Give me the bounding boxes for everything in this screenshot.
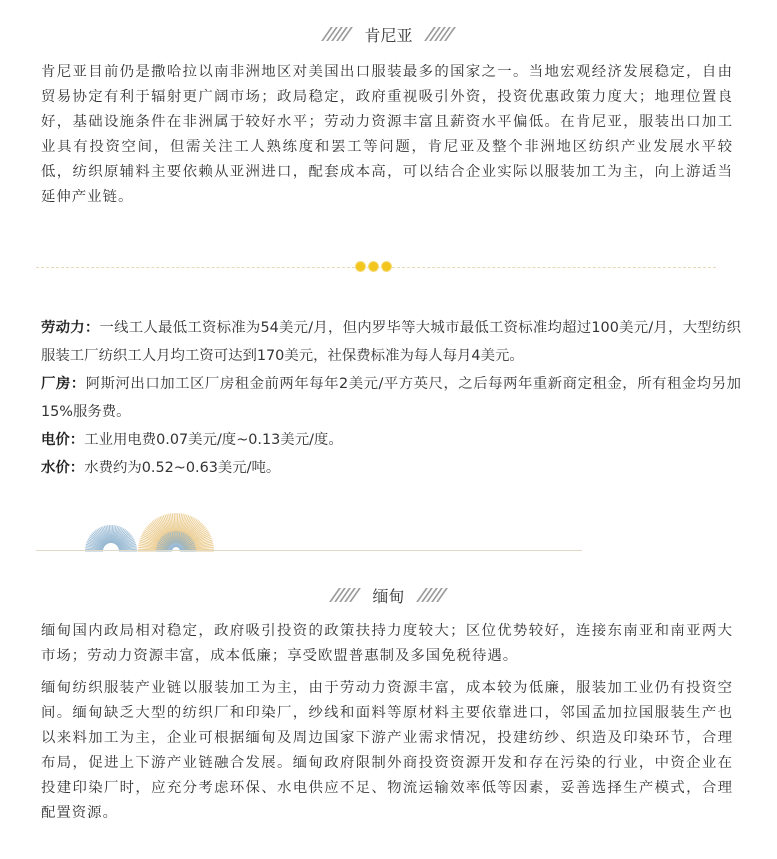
section-header-kenya xyxy=(0,22,777,46)
fact-water xyxy=(41,454,741,482)
kenya-cost-facts xyxy=(41,314,741,482)
fact-label: 劳动力： xyxy=(41,320,100,336)
divider-dots-decoration xyxy=(356,262,391,271)
right-stripes-decoration xyxy=(421,588,443,602)
fact-text: 水费约为0.52~0.63美元/吨。 xyxy=(84,460,281,476)
section-header-myanmar xyxy=(0,583,777,607)
fact-label: 电价： xyxy=(41,432,85,448)
myanmar-paragraph-1: 缅甸国内政局相对稳定，政府吸引投资的政策扶持力度较大；区位优势较好，连接东南亚和南亚两大市场；劳动力资源丰富，成本低廉；享受欧盟普惠制及多国免税待遇。 xyxy=(41,623,733,664)
blue-fan-decoration xyxy=(85,525,137,551)
fact-labor xyxy=(41,314,741,370)
section-title-kenya: 肯尼亚 xyxy=(364,25,413,45)
decoration-baseline xyxy=(36,550,582,551)
left-stripes-decoration xyxy=(334,588,356,602)
myanmar-paragraph-2: 缅甸纺织服装产业链以服装加工为主，由于劳动力资源丰富，成本较为低廉，服装加工业仍有投资空间。缅甸缺乏大型的纺织厂和印染厂，纱线和面料等原材料主要依靠进口，邻国孟加拉国服装生产也以来料加工为主，企业可根据缅甸及周边国家下游产业需求情况，投建纺纱、织造及印染环节，合理布局，促进上下游产业链融合发展。缅甸政府限制外商投资资源开发和存在污染的行业，中资企业在投建印染厂时，应充分考虑环保、水电供应不足、物流运输效率低等因素，妥善选择生产模式，合理配置资源。 xyxy=(41,680,733,821)
kenya-paragraph: 肯尼亚目前仍是撒哈拉以南非洲地区对美国出口服装最多的国家之一。当地宏观经济发展稳定，自由贸易协定有利于辐射更广阔市场；政局稳定，政府重视吸引外资，投资优惠政策力度大；地理位置良好，基础设施条件在非洲属于较好水平；劳动力资源丰富且薪资水平偏低。在肯尼亚，服装出口加工业具有投资空间，但需关注工人熟练度和罢工等问题，肯尼亚及整个非洲地区纺织产业发展水平较低，纺织原辅料主要依赖从亚洲进口，配套成本高，可以结合企业实际以服装加工为主，向上游适当延伸产业链。 xyxy=(41,64,733,205)
fact-label: 厂房： xyxy=(41,376,86,392)
fact-label: 水价： xyxy=(41,460,85,476)
fan-decoration xyxy=(36,505,596,555)
gold-fan-decoration xyxy=(138,513,214,551)
fact-text: 工业用电费0.07美元/度~0.13美元/度。 xyxy=(84,432,343,448)
fact-electricity xyxy=(41,426,741,454)
right-stripes-decoration xyxy=(429,27,451,41)
section-title-myanmar: 缅甸 xyxy=(372,586,405,606)
fact-text: 阿斯河出口加工区厂房租金前两年每年2美元/平方英尺，之后每两年重新商定租金，所有租金均另加15%服务费。 xyxy=(41,376,741,420)
fact-factory xyxy=(41,370,741,426)
left-stripes-decoration xyxy=(326,27,348,41)
fact-text: 一线工人最低工资标准为54美元/月，但内罗毕等大城市最低工资标准均超过100美元/月，大型纺织服装工厂纺织工人月均工资可达到170美元，社保费标准为每人每月4美元。 xyxy=(41,320,741,364)
